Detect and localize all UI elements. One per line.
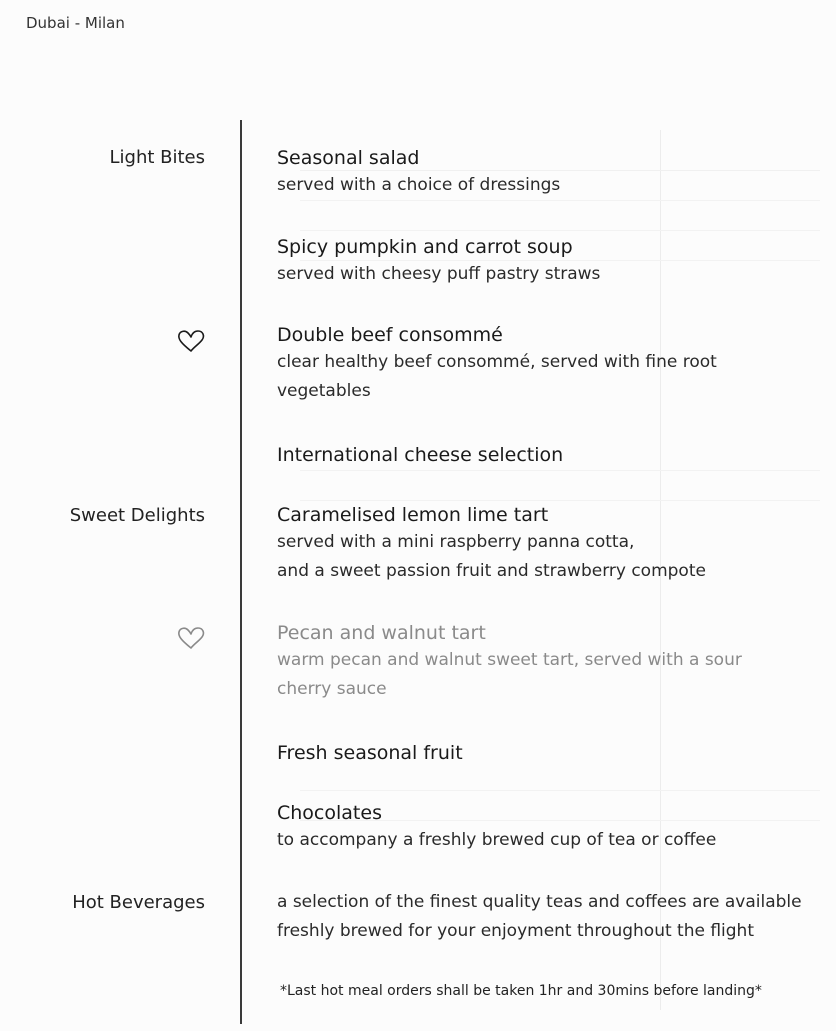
item-description: served with a choice of dressings — [277, 175, 561, 195]
column-divider — [240, 120, 242, 1024]
item-title: Chocolates — [277, 802, 382, 824]
section-sweet-delights: Sweet Delights — [69, 505, 205, 526]
item-description: clear healthy beef consommé, served with fine root vegetables — [277, 352, 717, 401]
heart-icon — [176, 625, 206, 651]
section-hot-beverages: Hot Beverages — [72, 892, 205, 913]
item-title: Pecan and walnut tart — [277, 622, 486, 644]
menu-item — [277, 322, 757, 406]
route-header: Dubai - Milan — [26, 14, 125, 32]
menu-item — [277, 800, 817, 855]
beverages-line: a selection of the finest quality teas and coffees are available — [277, 892, 802, 912]
item-title: International cheese selection — [277, 444, 564, 466]
menu-item — [277, 442, 817, 468]
menu-item — [277, 145, 817, 200]
item-title: Seasonal salad — [277, 147, 420, 169]
beverages-line: freshly brewed for your enjoyment throughout the flight — [277, 921, 754, 941]
item-description: served with cheesy puff pastry straws — [277, 264, 601, 284]
item-description: warm pecan and walnut sweet tart, served with a sour cherry sauce — [277, 650, 742, 699]
item-description-line: served with a mini raspberry panna cotta, — [277, 532, 635, 552]
item-title: Spicy pumpkin and carrot soup — [277, 236, 573, 258]
footnote: *Last hot meal orders shall be taken 1hr and 30mins before landing* — [280, 983, 762, 999]
menu-item — [277, 234, 817, 289]
item-description: to accompany a freshly brewed cup of tea or coffee — [277, 830, 717, 850]
item-title: Double beef consommé — [277, 324, 503, 346]
item-description-line: and a sweet passion fruit and strawberry compote — [277, 561, 706, 581]
section-light-bites: Light Bites — [109, 147, 205, 168]
beverages-description — [277, 888, 817, 946]
item-title: Fresh seasonal fruit — [277, 742, 463, 764]
menu-item — [277, 502, 817, 586]
menu-item — [277, 740, 817, 766]
item-title: Caramelised lemon lime tart — [277, 504, 549, 526]
heart-icon — [176, 328, 206, 354]
menu-item — [277, 620, 767, 704]
